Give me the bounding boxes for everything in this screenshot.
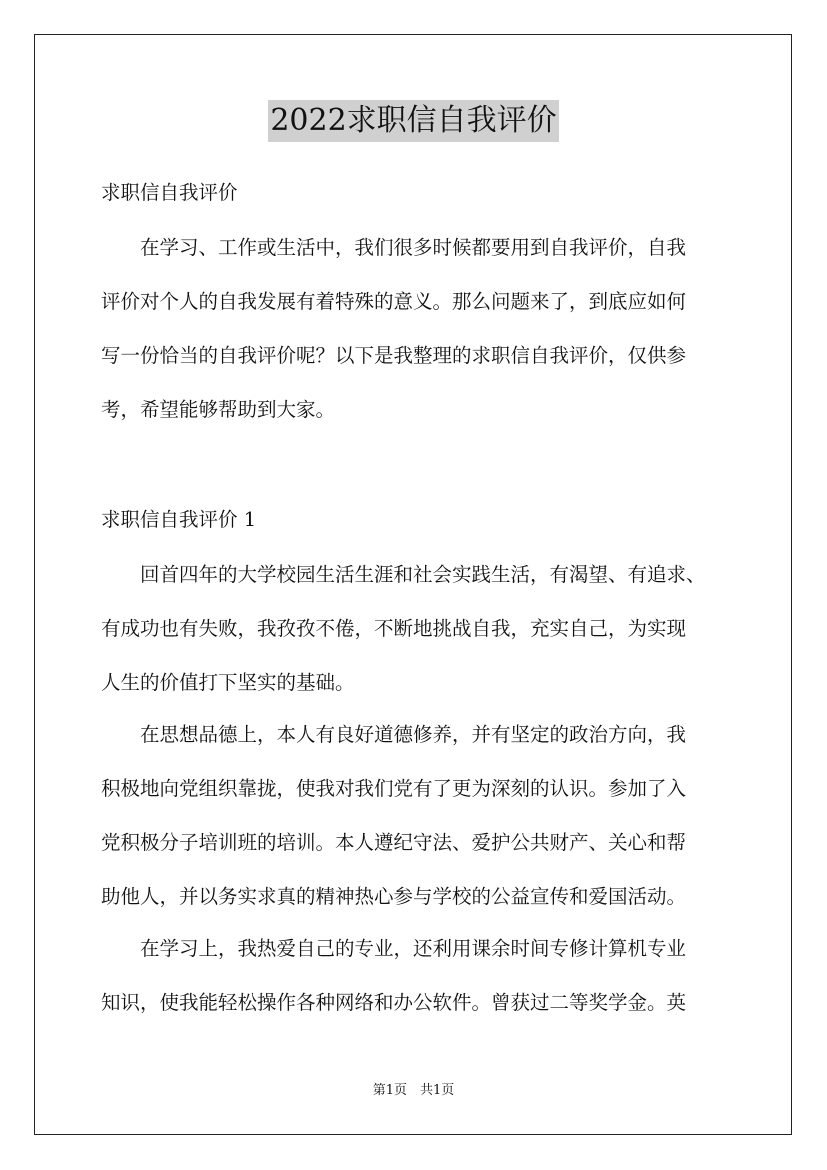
paragraph-line: 有成功也有失败，我孜孜不倦，不断地挑战自我，充实自己，为实现 [101,617,687,640]
paragraph-line: 党积极分子培训班的培训。本人遵纪守法、爱护公共财产、关心和帮 [101,831,687,854]
paragraph-line: 在学习、工作或生活中，我们很多时候都要用到自我评价，自我 [140,236,687,259]
title-container [0,100,827,142]
paragraph-line: 评价对个人的自我发展有着特殊的意义。那么问题来了，到底应如何 [101,290,687,313]
intro-paragraph [101,221,729,437]
paragraph-line: 写一份恰当的自我评价呢？以下是我整理的求职信自我评价，仅供参 [101,344,687,367]
paragraph-line: 助他人，并以务实求真的精神热心参与学校的公益宣传和爱国活动。 [101,885,687,908]
paragraph-3 [101,922,729,1030]
document-title: 2022求职信自我评价 [268,100,558,142]
page-footer: 第1页 共1页 [372,1083,455,1098]
paragraph-2 [101,708,729,924]
sub-heading: 求职信自我评价 1 [101,508,257,531]
paragraph-1 [101,548,729,710]
paragraph-line: 考，希望能够帮助到大家。 [101,398,336,421]
paragraph-line: 回首四年的大学校园生活生涯和社会实践生活，有渴望、有追求、 [140,563,706,586]
paragraph-line: 在学习上，我热爱自己的专业，还利用课余时间专修计算机专业 [140,937,687,960]
paragraph-line: 在思想品德上，本人有良好道德修养，并有坚定的政治方向，我 [140,723,687,746]
section-heading: 求职信自我评价 [101,181,238,204]
paragraph-line: 积极地向党组织靠拢，使我对我们党有了更为深刻的认识。参加了入 [101,777,687,800]
paragraph-line: 人生的价值打下坚实的基础。 [101,671,355,694]
paragraph-line: 知识，使我能轻松操作各种网络和办公软件。曾获过二等奖学金。英 [101,991,687,1014]
